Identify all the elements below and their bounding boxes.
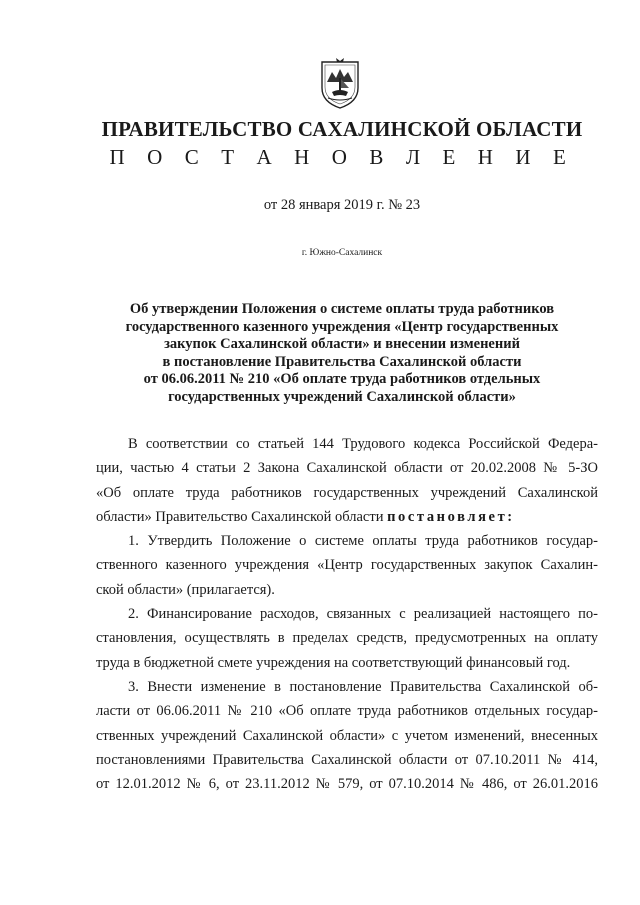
body-line xyxy=(96,505,598,529)
preamble-paragraph xyxy=(96,432,598,529)
government-title: ПРАВИТЕЛЬСТВО САХАЛИНСКОЙ ОБЛАСТИ xyxy=(101,117,583,141)
body-line: ции, частью 4 статьи 2 Закона Сахалинской области от 20.02.2008 № 5-ЗО xyxy=(96,460,598,477)
heading-line: в постановление Правительства Сахалинской области xyxy=(162,353,522,370)
document-heading xyxy=(0,301,640,407)
city-name: г. Южно-Сахалинск xyxy=(301,248,383,258)
heading-line: государственных учреждений Сахалинской области» xyxy=(168,388,516,405)
decree-word: постановляет: xyxy=(387,508,515,525)
heading-line: от 06.06.2011 № 210 «Об оплате труда работников отдельных xyxy=(143,371,541,388)
body-line: ской области» (прилагается). xyxy=(96,581,275,598)
body-line: В соответствии со статьей 144 Трудового кодекса Российской Федера- xyxy=(128,436,598,452)
document-type: П О С Т А Н О В Л Е Н И Е xyxy=(109,145,575,169)
body-line: становления, осуществлять в пределах средств, предусмотренных на оплату xyxy=(96,630,598,647)
heading-line: государственного казенного учреждения «Центр государственных xyxy=(125,318,559,335)
body-line: 1. Утвердить Положение о системе оплаты труда работников государ- xyxy=(128,533,598,550)
body-line: труда в бюджетной смете учреждения на соответствующий финансовый год. xyxy=(96,654,571,671)
body-line: ственных учреждений Сахалинской области» с учетом изменений, внесенных xyxy=(96,727,598,744)
body-line: от 12.01.2012 № 6, от 23.11.2012 № 579, от 07.10.2014 № 486, от 26.01.2016 xyxy=(96,776,598,793)
item-1-paragraph xyxy=(96,529,598,602)
body-line: ласти от 06.06.2011 № 210 «Об оплате труда работников отдельных государ- xyxy=(96,703,598,720)
item-3-paragraph xyxy=(96,675,598,796)
body-line: 2. Финансирование расходов, связанных с реализацией настоящего по- xyxy=(128,606,598,623)
body-line: постановлениями Правительства Сахалинской области от 07.10.2011 № 414, xyxy=(96,751,598,768)
body-line: «Об оплате труда работников государственных учреждений Сахалинской xyxy=(96,484,598,501)
coat-of-arms-icon xyxy=(318,58,362,110)
document-body xyxy=(96,432,598,796)
heading-line: Об утверждении Положения о системе оплаты труда работников xyxy=(129,301,555,317)
heading-line: закупок Сахалинской области» и внесении изменений xyxy=(164,336,520,353)
body-line: ственного казенного учреждения «Центр государственных закупок Сахалин- xyxy=(96,557,598,574)
body-line: 3. Внести изменение в постановление Правительства Сахалинской об- xyxy=(128,678,598,695)
item-2-paragraph xyxy=(96,602,598,675)
body-line-text: области» Правительство Сахалинской области xyxy=(96,508,384,525)
date-and-number: от 28 января 2019 г. № 23 xyxy=(263,197,421,213)
